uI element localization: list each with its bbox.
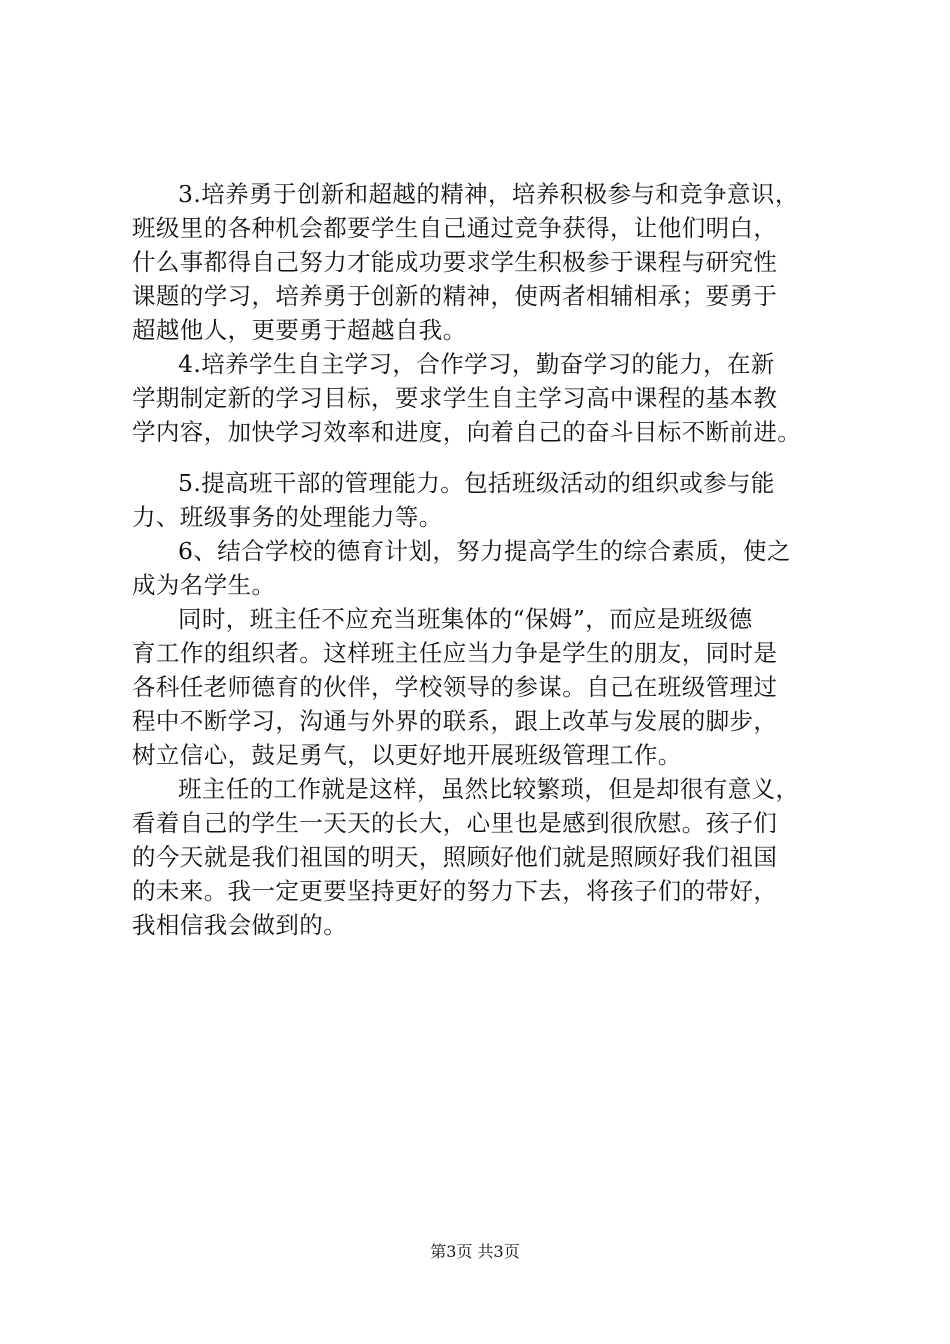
paragraph-5-line-2: 力、班级事务的处理能力等。 bbox=[132, 503, 443, 531]
paragraph-4-line-3: 学内容，加快学习效率和进度，向着自己的奋斗目标不断前进。 bbox=[132, 418, 802, 446]
paragraph-8-line-5: 我相信我会做到的。 bbox=[132, 911, 348, 939]
paragraph-4-line-2: 学期制定新的学习目标，要求学生自主学习高中课程的基本教 bbox=[132, 384, 778, 412]
paragraph-7-line-2: 育工作的组织者。这样班主任应当力争是学生的朋友，同时是 bbox=[132, 639, 778, 667]
paragraph-4-line-1: 4.培养学生自主学习，合作学习，勤奋学习的能力，在新 bbox=[178, 350, 775, 378]
paragraph-5-line-1: 5.提高班干部的管理能力。包括班级活动的组织或参与能 bbox=[178, 469, 775, 497]
paragraph-7-line-4: 程中不断学习，沟通与外界的联系，跟上改革与发展的脚步， bbox=[132, 707, 778, 735]
paragraph-3-line-3: 什么事都得自己努力才能成功要求学生积极参于课程与研究性 bbox=[132, 248, 778, 276]
paragraph-3-line-1: 3.培养勇于创新和超越的精神，培养积极参与和竞争意识， bbox=[178, 180, 799, 208]
paragraph-6-line-1: 6、结合学校的德育计划，努力提高学生的综合素质，使之 bbox=[178, 537, 791, 565]
paragraph-3-line-2: 班级里的各种机会都要学生自己通过竞争获得，让他们明白， bbox=[132, 214, 778, 242]
paragraph-7-line-3: 各科任老师德育的伙伴，学校领导的参谋。自己在班级管理过 bbox=[132, 673, 778, 701]
paragraph-3-line-5: 超越他人，更要勇于超越自我。 bbox=[132, 316, 467, 344]
paragraph-6-line-2: 成为名学生。 bbox=[132, 571, 276, 599]
paragraph-8-line-3: 的今天就是我们祖国的明天，照顾好他们就是照顾好我们祖国 bbox=[132, 843, 778, 871]
page-footer: 第3页 共3页 bbox=[430, 1242, 520, 1261]
paragraph-8-line-2: 看着自己的学生一天天的长大，心里也是感到很欣慰。孩子们 bbox=[132, 809, 778, 837]
paragraph-3-line-4: 课题的学习，培养勇于创新的精神，使两者相辅相承；要勇于 bbox=[132, 282, 778, 310]
paragraph-8-line-1: 班主任的工作就是这样，虽然比较繁琐，但是却很有意义， bbox=[178, 775, 800, 803]
paragraph-8-line-4: 的未来。我一定更要坚持更好的努力下去，将孩子们的带好， bbox=[132, 877, 778, 905]
paragraph-7-line-5: 树立信心，鼓足勇气，以更好地开展班级管理工作。 bbox=[132, 741, 682, 769]
paragraph-7-line-1: 同时，班主任不应充当班集体的“保姆”，而应是班级德 bbox=[178, 605, 753, 633]
